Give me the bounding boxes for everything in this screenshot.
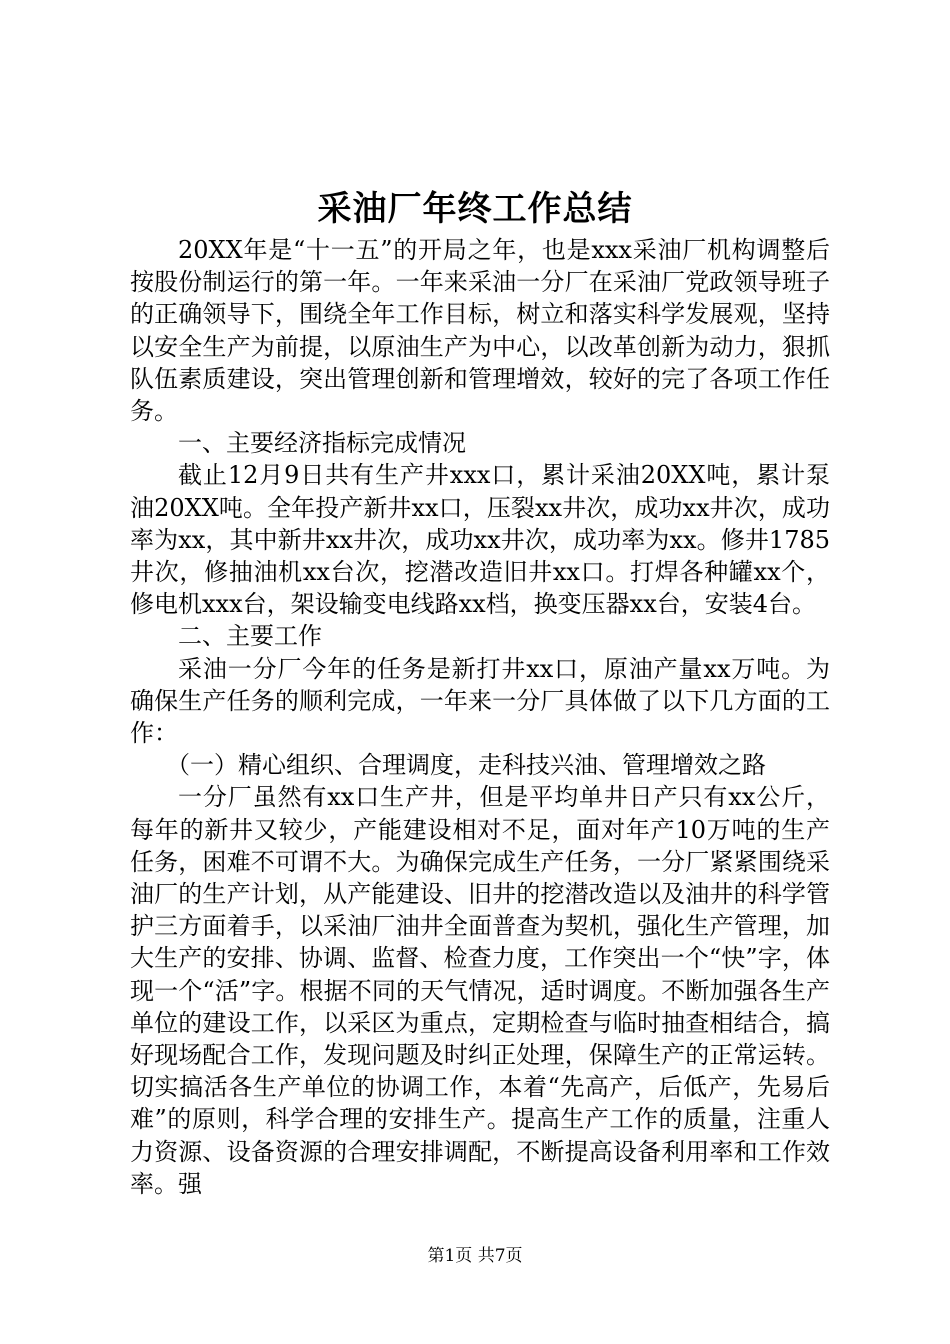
section-heading-2: 二、主要工作 — [178, 622, 322, 651]
section-heading-1: 一、主要经济指标完成情况 — [178, 429, 466, 458]
intro-paragraph: 20XX年是“十一五”的开局之年，也是xxx采油厂机构调整后按股份制运行的第一年。一年来采油一分厂在采油厂党政领导班子的正确领导下，围绕全年工作目标，树立和落实科学发展观，坚持以安全生产为前提，以原油生产为中心，以改革创新为动力，狠抓队伍素质建设，突出管理创新和管理增效，较好的完了各项工作任务。 — [130, 236, 830, 426]
document-title: 采油厂年终工作总结 — [317, 189, 633, 229]
section-1-paragraph: 截止12月9日共有生产井xxx口，累计采油20XX吨，累计泵油20XX吨。全年投产新井xx口，压裂xx井次，成功xx井次，成功率为xx，其中新井xx井次，成功xx井次，成功率为xx。修井1785井次，修抽油机xx台次，挖潜改造旧井xx口。打焊各种罐xx个，修电机xxx台，架设输变电线路xx档，换变压器xx台，安装4台。 — [130, 461, 830, 619]
subsection-1-paragraph: 一分厂虽然有xx口生产井，但是平均单井日产只有xx公斤，每年的新井又较少，产能建设相对不足，面对年产10万吨的生产任务，困难不可谓不大。为确保完成生产任务，一分厂紧紧围绕采油厂的生产计划，从产能建设、旧井的挖潜改造以及油井的科学管护三方面着手，以采油厂油井全面普查为契机，强化生产管理，加大生产的安排、协调、监督、检查力度，工作突出一个“快”字，体现一个“活”字。根据不同的天气情况，适时调度。不断加强各生产单位的建设工作，以采区为重点，定期检查与临时抽查相结合，搞好现场配合工作，发现问题及时纠正处理，保障生产的正常运转。切实搞活各生产单位的协调工作，本着“先高产，后低产，先易后难”的原则，科学合理的安排生产。提高生产工作的质量，注重人力资源、设备资源的合理安排调配，不断提高设备利用率和工作效率。强 — [130, 783, 830, 1198]
page-number-footer: 第1页 共7页 — [427, 1246, 523, 1266]
document-body — [130, 234, 830, 1200]
section-2-paragraph: 采油一分厂今年的任务是新打井xx口，原油产量xx万吨。为确保生产任务的顺利完成，一年来一分厂具体做了以下几方面的工作： — [130, 654, 830, 748]
subsection-heading-1: （一）精心组织、合理调度，走科技兴油、管理增效之路 — [166, 751, 766, 780]
